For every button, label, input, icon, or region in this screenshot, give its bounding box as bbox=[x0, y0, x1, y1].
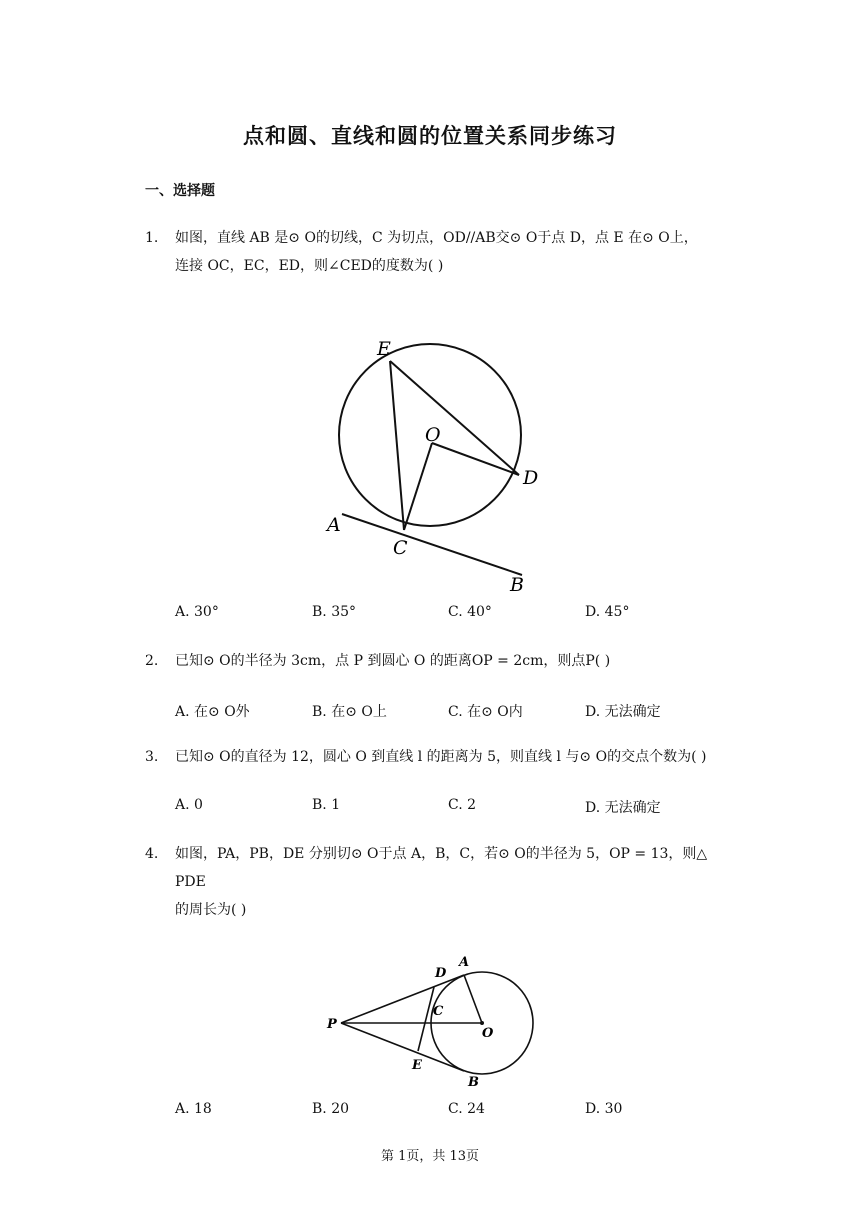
question-2-text bbox=[175, 647, 735, 675]
q4-label-e: E bbox=[412, 1058, 422, 1073]
q1-label-b: B bbox=[510, 574, 524, 596]
q1-segment-ec bbox=[390, 361, 404, 530]
question-1-option-d: D. 45° bbox=[585, 604, 630, 620]
question-1-line-1: 如图，直线 AB 是⊙ O的切线，C 为切点，OD//AB交⊙ O于点 D，点 E 在⊙ O上， bbox=[175, 230, 698, 246]
q4-label-c: C bbox=[433, 1004, 444, 1019]
q4-label-a: A bbox=[459, 955, 470, 970]
q4-label-d: D bbox=[435, 966, 447, 981]
question-1-number: 1. bbox=[145, 230, 159, 246]
q1-label-a: A bbox=[327, 514, 341, 536]
question-3-option-c: C. 2 bbox=[448, 797, 477, 813]
question-1-option-c: C. 40° bbox=[448, 604, 492, 620]
q1-label-d: D bbox=[523, 467, 539, 489]
q4-center-dot bbox=[480, 1021, 484, 1025]
question-4-option-d: D. 30 bbox=[585, 1101, 623, 1117]
q4-label-p: P bbox=[327, 1017, 337, 1032]
q4-radius-oa bbox=[464, 975, 482, 1023]
question-3-text bbox=[175, 743, 735, 771]
question-4-option-c: C. 24 bbox=[448, 1101, 485, 1117]
page-title: 点和圆、直线和圆的位置关系同步练习 bbox=[243, 124, 617, 148]
q4-label-b: B bbox=[468, 1075, 479, 1090]
question-1-figure bbox=[320, 332, 545, 597]
question-1-line-2: 连接 OC，EC，ED，则∠CED的度数为( ) bbox=[175, 258, 444, 274]
q4-tangent-pa bbox=[341, 975, 464, 1023]
section-heading: 一、选择题 bbox=[145, 183, 215, 199]
question-3-number: 3. bbox=[145, 749, 159, 765]
question-4-figure bbox=[320, 950, 540, 1092]
question-4-option-a: A. 18 bbox=[175, 1101, 212, 1117]
q1-segment-ed bbox=[390, 361, 519, 475]
q1-segment-od bbox=[432, 443, 519, 475]
q1-label-e: E bbox=[377, 338, 391, 360]
question-4-option-b: B. 20 bbox=[312, 1101, 350, 1117]
q4-tangent-pb bbox=[341, 1023, 464, 1071]
question-3-option-d: D. 无法确定 bbox=[585, 800, 661, 816]
q4-label-o: O bbox=[482, 1026, 494, 1041]
q1-tangent-line-ab bbox=[342, 514, 522, 575]
question-2-option-d: D. 无法确定 bbox=[585, 704, 661, 720]
question-2-line-1: 已知⊙ O的半径为 3cm，点 P 到圆心 O 的距离OP = 2cm，则点P( ) bbox=[175, 653, 611, 669]
question-1-option-a: A. 30° bbox=[175, 604, 219, 620]
question-3-line-1: 已知⊙ O的直径为 12，圆心 O 到直线 l 的距离为 5，则直线 l 与⊙ O的交点个数为( ) bbox=[175, 749, 707, 765]
question-3-option-a: A. 0 bbox=[175, 797, 203, 813]
question-2-option-b: B. 在⊙ O上 bbox=[312, 704, 387, 720]
question-3-option-b: B. 1 bbox=[312, 797, 341, 813]
question-4-number: 4. bbox=[145, 846, 159, 862]
page-footer: 第 1页，共 13页 bbox=[380, 1149, 480, 1164]
question-2-number: 2. bbox=[145, 653, 159, 669]
question-1-text bbox=[175, 224, 735, 280]
question-4-line-2: 的周长为( ) bbox=[175, 902, 247, 918]
q1-label-c: C bbox=[393, 537, 408, 559]
question-2-option-c: C. 在⊙ O内 bbox=[448, 704, 523, 720]
question-4-line-1: 如图，PA，PB，DE 分别切⊙ O于点 A，B，C，若⊙ O的半径为 5，OP = 13，则△ PDE bbox=[175, 846, 708, 890]
question-1-option-b: B. 35° bbox=[312, 604, 357, 620]
q1-label-o: O bbox=[425, 424, 441, 446]
q1-segment-oc bbox=[404, 443, 432, 530]
question-4-text bbox=[175, 840, 735, 924]
question-2-option-a: A. 在⊙ O外 bbox=[175, 704, 250, 720]
